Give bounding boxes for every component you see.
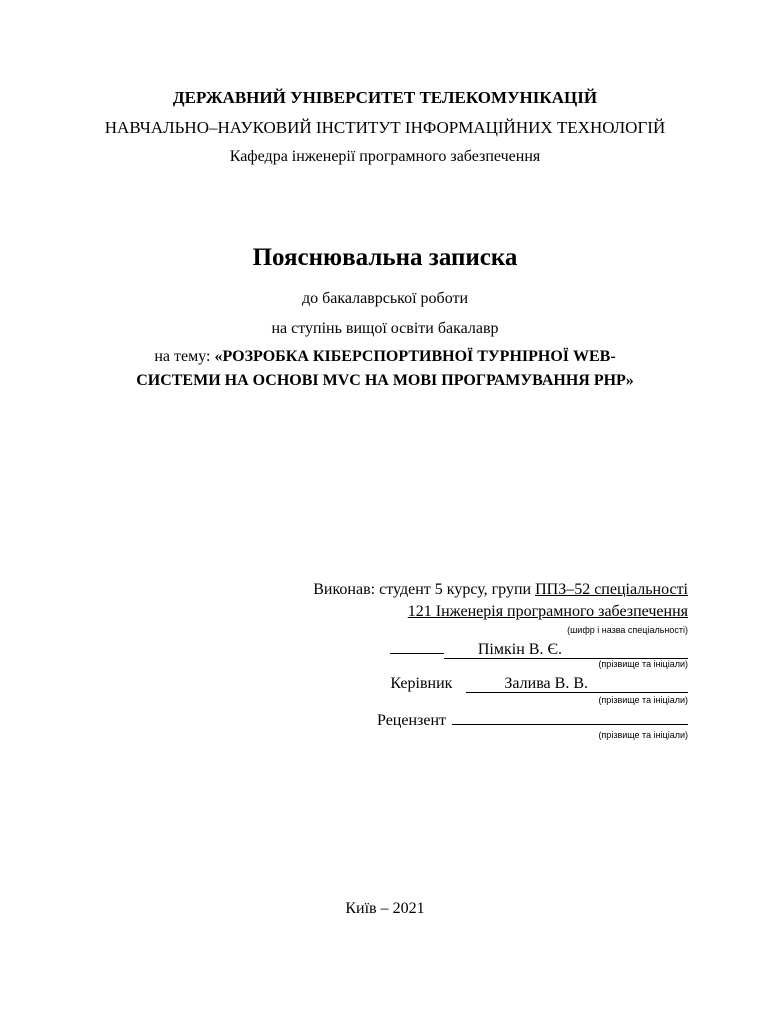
- performed-by-line: [228, 581, 688, 599]
- reviewer-name-line: [452, 710, 688, 725]
- student-name-hint: (прізвище та ініціали): [598, 659, 688, 669]
- student-name: Пімкін В. Є.: [444, 642, 688, 659]
- reviewer-label: Рецензент: [377, 712, 446, 729]
- performed-prefix: Виконав: студент 5 курсу, групи: [313, 581, 536, 598]
- topic-title-part-1: «РОЗРОБКА КІБЕРСПОРТИВНОЇ ТУРНІРНОЇ WEB-: [214, 348, 616, 365]
- student-line: [228, 639, 688, 659]
- institute-name: НАВЧАЛЬНО–НАУКОВИЙ ІНСТИТУТ ІНФОРМАЦІЙНИХ ТЕХНОЛОГІЙ: [104, 118, 666, 137]
- work-type: до бакалаврської роботи: [301, 290, 469, 307]
- specialty-hint: (шифр і назва спеціальності): [567, 625, 688, 635]
- supervisor-line: [228, 675, 688, 693]
- supervisor-label: Керівник: [390, 675, 453, 692]
- city-year: Київ – 2021: [345, 900, 425, 917]
- degree-line: на ступінь вищої освіти бакалавр: [271, 320, 499, 337]
- department-name: Кафедра інженерії програмного забезпечення: [229, 148, 541, 165]
- topic-prefix: на тему:: [154, 348, 215, 365]
- supervisor-hint: (прізвище та ініціали): [598, 695, 688, 705]
- signature-line: [390, 639, 444, 654]
- supervisor-name: Залива В. В.: [466, 676, 688, 693]
- topic-line-1: [0, 348, 770, 366]
- specialty-name: 121 Інженерія програмного забезпечення: [407, 603, 688, 620]
- reviewer-line: [228, 710, 688, 730]
- reviewer-hint: (прізвище та ініціали): [598, 730, 688, 740]
- specialty-line: [228, 603, 688, 621]
- group-specialty: ППЗ–52 спеціальності: [535, 581, 688, 598]
- university-name: ДЕРЖАВНИЙ УНІВЕРСИТЕТ ТЕЛЕКОМУНІКАЦІЙ: [172, 88, 598, 107]
- document-title: Пояснювальна записка: [252, 244, 518, 271]
- topic-title-part-2: СИСТЕМИ НА ОСНОВІ MVC НА МОВІ ПРОГРАМУВАННЯ PHP»: [136, 372, 634, 389]
